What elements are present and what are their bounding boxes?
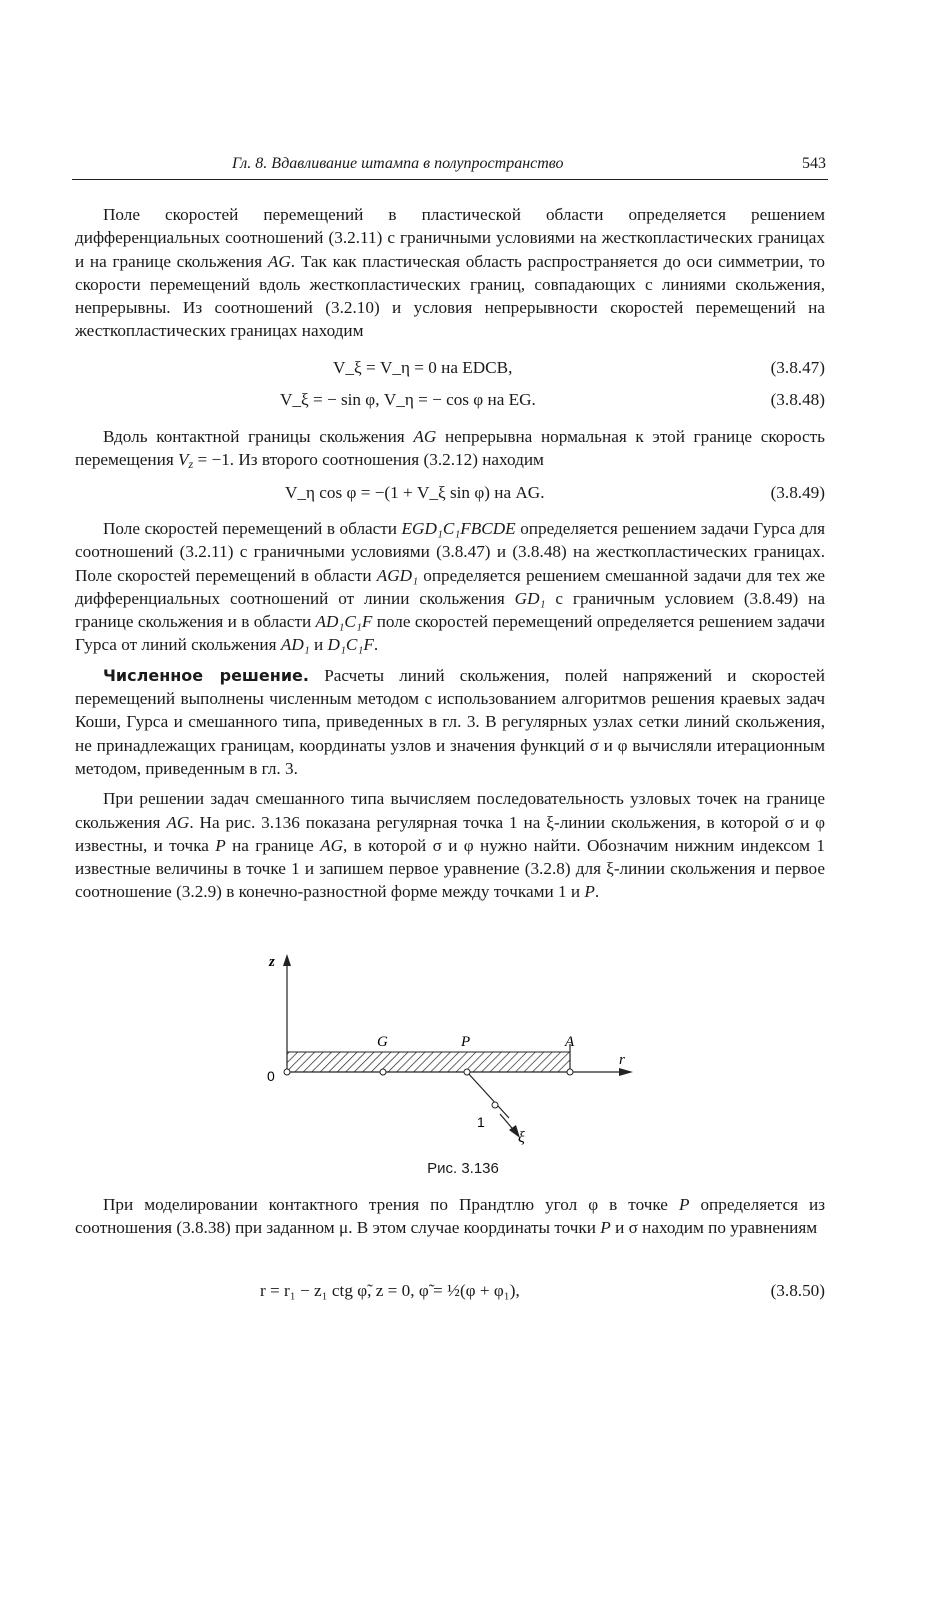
r-axis-arrowhead [619, 1068, 633, 1076]
p5-text: , в которой σ и φ нужно найти. Обозначим нижним индексом 1 известные величины в точке 1 и запишем первое уравнение (3.2.8) для ξ-линии скольжения и первое соотношение (3.2.9) в конечно-разностной форме между точками 1 и [75, 835, 825, 902]
p5-text: . [594, 882, 600, 902]
xi-line [467, 1072, 509, 1118]
p2-math-sub: z [188, 457, 194, 472]
z-axis-arrowhead [283, 954, 291, 966]
paragraph-2 [75, 425, 825, 472]
p6-math: P [600, 1218, 611, 1238]
p5-math: AG [166, 812, 190, 832]
p5-math: P [584, 882, 595, 902]
p5-text: При решении задач смешанного типа вычисляем последовательность узловых точек на границе скольжения [75, 789, 825, 832]
p3-text: определяется решением задачи Гурса для соотношений (3.2.11) с граничными условиями (3.8.47) и (3.8.48) на жесткопластических границах. Поле скоростей перемещений в области [75, 519, 825, 585]
p1-text-a: Поле скоростей перемещений в пластической области определяется решением дифференциальных соотношений (3.2.11) с граничными условиями на жесткопластических границах и на границе скольжения [75, 205, 825, 271]
page-number: 543 [802, 155, 826, 172]
section-heading: Численное решение. [103, 665, 309, 685]
p2-text-c: непрерывна нормальная к этой границе скорость перемещения [75, 427, 826, 470]
p2-math-ag: AG [413, 427, 437, 446]
equation-number: (3.8.49) [770, 483, 825, 502]
equation-3-8-47 [75, 358, 825, 382]
p5-text: на границе [225, 835, 321, 855]
equation-3-8-48 [75, 390, 825, 414]
p3-text: . [373, 635, 379, 655]
node-origin [284, 1069, 290, 1075]
figure-3-136 [255, 950, 645, 1150]
paragraph-5 [75, 787, 825, 903]
label-z: z [269, 954, 275, 970]
p3-math: AD₁ [280, 635, 310, 655]
p3-text: с граничным условием (3.8.49) на границе скольжения и в области [75, 588, 825, 632]
p5-text: . На рис. 3.136 показана регулярная точка 1 на ξ-линии скольжения, в которой σ и φ известны, и точка [75, 812, 825, 855]
p3-text: поле скоростей перемещений определяется решением задачи Гурса от линий скольжения [75, 612, 825, 655]
p2-math-v: V [178, 450, 189, 470]
figure-caption: Рис. 3.136 [427, 1160, 499, 1177]
paragraph-6 [75, 1193, 825, 1240]
p3-text: определяется решением смешанной задачи для тех же дифференциальных соотношений от линии скольжения [75, 565, 826, 608]
equation-expression: V_ξ = V_η = 0 на EDCB, [333, 358, 513, 377]
label-p: P [461, 1034, 471, 1050]
node-1 [492, 1102, 498, 1108]
stamp-hatch [287, 1052, 570, 1072]
paragraph-1 [75, 203, 825, 343]
equation-expression: V_η cos φ = −(1 + V_ξ sin φ) на AG. [285, 483, 545, 502]
p5-math: AG [320, 835, 344, 855]
node-p [464, 1069, 470, 1075]
stamp-diagram [255, 950, 645, 1150]
p6-text: При моделировании контактного трения по Прандтлю угол φ в точке [103, 1195, 679, 1214]
p3-math: AD₁C₁F [315, 612, 373, 632]
equation-number: (3.8.47) [770, 358, 825, 377]
label-1: 1 [477, 1114, 485, 1130]
p5-math: P [215, 835, 226, 855]
equation-3-8-50 [75, 1281, 825, 1305]
paragraph-4 [75, 664, 825, 780]
p3-text: Поле скоростей перемещений в области [103, 519, 402, 538]
p3-text: и [309, 635, 328, 655]
label-g: G [377, 1034, 388, 1050]
p3-math: D₁C₁F [327, 635, 374, 655]
p6-math: P [678, 1195, 690, 1214]
p3-math: EGD₁C₁FBCDE [401, 519, 516, 538]
paragraph-3 [75, 517, 825, 904]
equation-expression: V_ξ = − sin φ, V_η = − cos φ на EG. [280, 390, 536, 409]
label-a: A [565, 1034, 575, 1050]
p6-text: определяется из соотношения (3.8.38) при заданном μ. В этом случае координаты точки [75, 1195, 825, 1238]
running-header [72, 155, 828, 180]
p3-math: AGD₁ [376, 565, 419, 585]
label-xi: ξ [518, 1129, 525, 1146]
p1-math-ag: AG [267, 251, 291, 271]
p3-math: GD₁ [514, 588, 546, 608]
node-a [567, 1069, 573, 1075]
label-origin: 0 [267, 1068, 275, 1084]
equation-number: (3.8.48) [770, 390, 825, 409]
chapter-title: Гл. 8. Вдавливание штампа в полупространство [232, 155, 564, 172]
node-g [380, 1069, 386, 1075]
equation-number: (3.8.50) [770, 1281, 825, 1300]
equation-3-8-49 [75, 483, 825, 507]
p6-text: и σ находим по уравнениям [610, 1218, 818, 1238]
p2-text-f: = −1. Из второго соотношения (3.2.12) находим [193, 450, 544, 470]
p1-text-c: . Так как пластическая область распространяется до оси симметрии, то скорости перемещений вдоль жесткопластических границ, совпадающих с линиями скольжения, непрерывны. Из соотношений (3.2.10) и условия непрерывности скоростей перемещений на жесткопластических границах находим [75, 251, 825, 341]
label-r: r [619, 1052, 625, 1068]
p2-text-a: Вдоль контактной границы скольжения [103, 427, 414, 446]
p4-text: Расчеты линий скольжения, полей напряжений и скоростей перемещений выполнены численным методом с использованием алгоритмов решения краевых задач Коши, Гурса и смешанного типа, приведенных в гл. 3. В регулярных узлах сетки линий скольжения, не принадлежащих границам, координаты узлов и значения функций σ и φ вычисляли итерационным методом, приведенным в гл. 3. [75, 665, 825, 778]
equation-expression: r = r₁ − z₁ ctg φ̃, z = 0, φ̃ = ½(φ + φ₁), [260, 1281, 520, 1300]
